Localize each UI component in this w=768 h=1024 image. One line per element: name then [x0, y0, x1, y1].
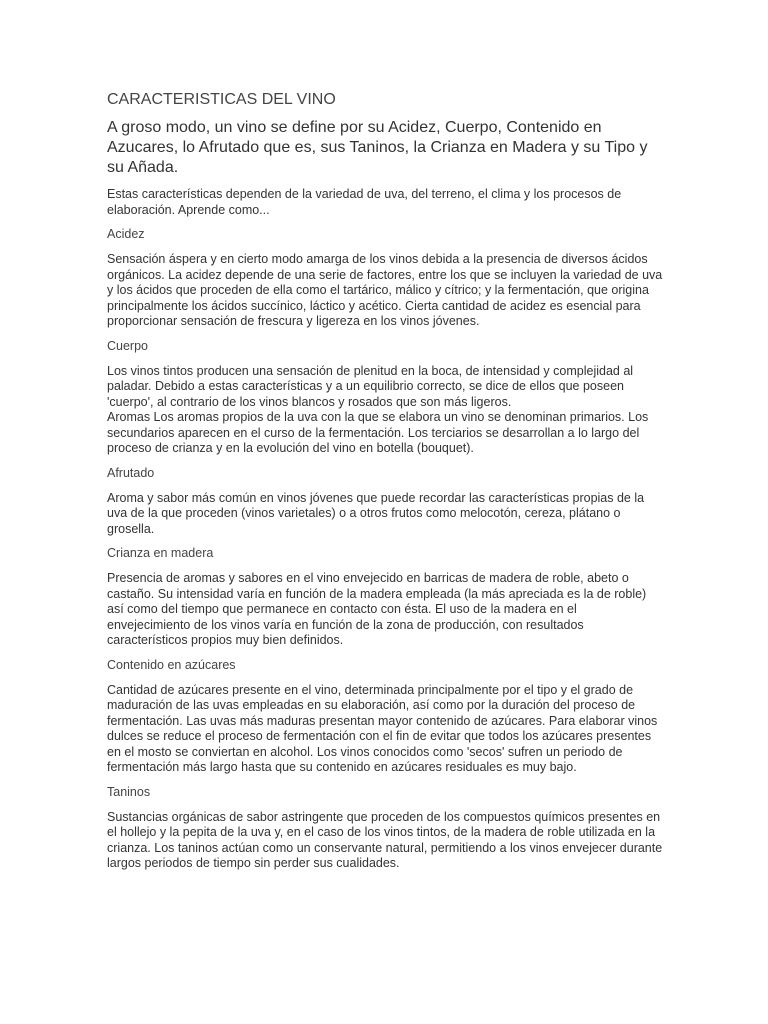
section-taninos	[107, 784, 663, 872]
section-acidez	[107, 226, 663, 330]
section-heading: Contenido en azúcares	[107, 657, 236, 672]
section-body: Sensación áspera y en cierto modo amarga de los vinos debida a la presencia de diversos ácidos orgánicos. La acidez depende de una serie de factores, entre los que se incluyen la variedad de uva y los ácidos que proceden de ella como el tartárico, málico y cítrico; y la fermentación, que origina principalmente los ácidos succínico, láctico y acético. Cierta cantidad de acidez es esencial para proporcionar sensación de frescura y ligereza en los vinos jóvenes.	[107, 252, 663, 328]
section-afrutado	[107, 465, 663, 538]
section-body: Los vinos tintos producen una sensación de plenitud en la boca, de intensidad y complejidad al paladar. Debido a estas características y a un equilibrio correcto, se dice de ellos que poseen 'cuerpo', al contrario de los vinos blancos y rosados que son más ligeros.	[107, 363, 634, 409]
section-crianza	[107, 545, 663, 649]
section-body: Cantidad de azúcares presente en el vino, determinada principalmente por el tipo y el grado de maduración de las uvas empleadas en su elaboración, así como por la duración del proceso de fermentación. Las uvas más maduras presentan mayor contenido de azúcares. Para elaborar vinos dulces se reduce el proceso de fermentación con el fin de evitar que todos los azúcares presentes en el mosto se conviertan en alcohol. Los vinos conocidos como 'secos' sufren un periodo de fermentación más largo hasta que su contenido en azúcares residuales es muy bajo.	[107, 682, 658, 774]
document-page	[107, 90, 663, 880]
section-azucares	[107, 657, 663, 776]
section-body: Sustancias orgánicas de sabor astringente que proceden de los compuestos químicos presentes en el hollejo y la pepita de la uva y, en el caso de los vinos tintos, de la madera de roble utilizada en la crianza. Los taninos actúan como un conservante natural, permitiendo a los vinos envejecer durante largos periodos de tiempo sin perder sus cualidades.	[107, 809, 663, 870]
section-cuerpo	[107, 338, 663, 457]
section-body-aromas: Aromas Los aromas propios de la uva con la que se elabora un vino se denominan primarios. Los secundarios aparecen en el curso de la fermentación. Los terciarios se desarrollan a lo largo del proceso de crianza y en la evolución del vino en botella (bouquet).	[107, 410, 649, 455]
document-title: CARACTERISTICAS DEL VINO	[107, 91, 336, 108]
section-body: Aroma y sabor más común en vinos jóvenes que puede recordar las características propias de la uva de la que proceden (vinos varietales) o a otros frutos como melocotón, cereza, plátano o grosella.	[107, 490, 645, 536]
intro-paragraph: A groso modo, un vino se define por su Acidez, Cuerpo, Contenido en Azucares, lo Afrutado que es, sus Taninos, la Crianza en Madera y su Tipo y su Añada.	[107, 119, 648, 176]
section-heading: Cuerpo	[107, 338, 148, 353]
section-heading: Crianza en madera	[107, 546, 214, 560]
section-heading: Taninos	[107, 784, 151, 799]
section-heading: Acidez	[107, 227, 145, 241]
section-heading: Afrutado	[107, 465, 155, 480]
lead-paragraph: Estas características dependen de la variedad de uva, del terreno, el clima y los procesos de elaboración. Aprende como...	[107, 187, 622, 217]
section-body: Presencia de aromas y sabores en el vino envejecido en barricas de madera de roble, abeto o castaño. Su intensidad varía en función de la madera empleada (la más apreciada es la de roble) así como del tiempo que permanece en contacto con ésta. El uso de la madera en el envejecimiento de los vinos varía en función de la zona de producción, con resultados característicos propios muy bien definidos.	[107, 571, 647, 647]
